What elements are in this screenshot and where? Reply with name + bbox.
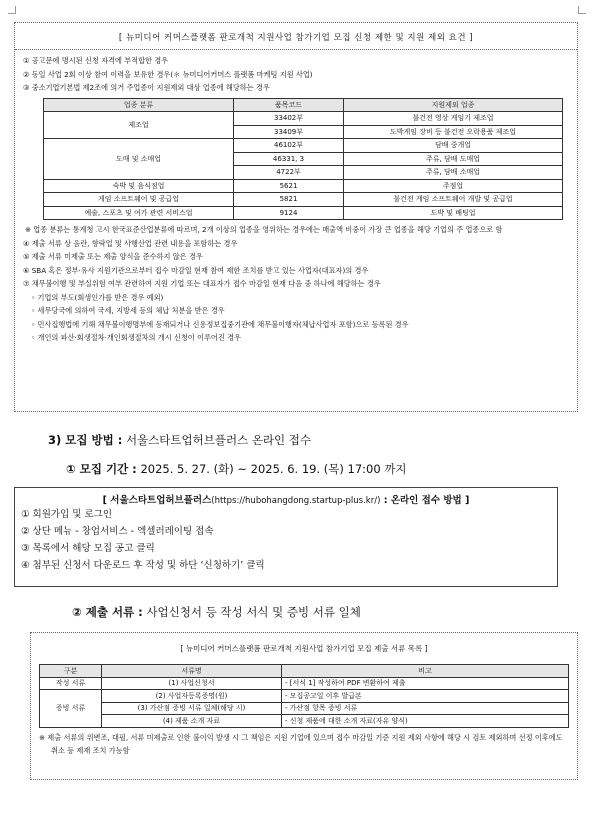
table-header: 구분	[40, 665, 102, 678]
method-title-right: : 온라인 접수 방법 ]	[383, 495, 470, 506]
table-cell: 작성 서류	[40, 677, 102, 690]
corner-mark	[578, 6, 586, 14]
table-row	[40, 702, 569, 715]
table-cell: 도박게임 장비 등 불건전 오락용품 제조업	[344, 125, 563, 139]
documents-table	[39, 664, 569, 728]
restriction-line: ② 동일 사업 2회 이상 참여 이력을 보유한 경우(＊ 뉴미디어커머스 플랫폼 마케팅 지원 사업)	[23, 69, 313, 79]
documents-note: ※ 제출 서류의 위변조, 대필, 서류 미제출로 인한 불이익 발생 시 그 책임은 지원 기업에 있으며 접수 마감일 기준 지원 제외 사항에 해당 시 검토 제외하며 선정 이후에도 취소 등 제재 조치 가능함	[39, 732, 563, 755]
restriction-box	[14, 22, 578, 412]
documents-line	[72, 604, 361, 620]
restriction-line: ④ 제출 서류 상 음란, 향락업 및 사행산업 관련 내용을 포함하는 경우	[23, 238, 238, 248]
table-header: 비고	[282, 665, 569, 678]
documents-label: ② 제출 서류 :	[72, 605, 143, 619]
table-cell: 불건전 게임 소프트웨어 개발 및 공급업	[344, 193, 563, 207]
table-cell: 불건전 영상 게임기 제조업	[344, 112, 563, 126]
method-step: ② 상단 메뉴 - 창업서비스 - 엑셀러레이팅 접속	[21, 526, 214, 537]
table-cell: 5821	[234, 193, 344, 207]
table-header: 지원제외 업종	[344, 98, 563, 112]
restriction-line: ⑦ 채무불이행 및 부실위험 여부 관련하여 지원 기업 또는 대표자가 접수 마감일 현재 다음 중 하나에 해당하는 경우	[23, 279, 381, 288]
table-row	[40, 690, 569, 703]
restriction-title: [ 뉴미디어 커머스플랫폼 판로개척 지원사업 참가기업 모집 신청 제한 및 지원 제외 요건 ]	[15, 31, 577, 50]
restriction-line: ③ 중소기업기본법 제2조에 의거 주업종이 지원제외 대상 업종에 해당하는 경우	[23, 83, 270, 92]
method-step: ③ 목록에서 해당 모집 공고 클릭	[21, 543, 155, 554]
table-row	[44, 206, 563, 220]
restriction-line: ⑤ 제출 서류 미제출 또는 제출 양식을 준수하지 않은 경우	[23, 252, 203, 261]
table-row	[44, 193, 563, 207]
period-line	[66, 461, 407, 477]
restriction-line: ⑥ SBA 혹은 정부·유사 지원기관으로부터 접수 마감일 현재 참여 제한 조치를 받고 있는 사업자(대표자)의 경우	[23, 265, 369, 275]
table-cell: 증빙 서류	[40, 690, 102, 728]
sub-line: ◦ 기업의 부도(회생인가를 받은 경우 예외)	[31, 292, 164, 302]
table-cell: 도박 및 배팅업	[344, 206, 563, 220]
corner-mark	[8, 6, 16, 14]
method-title-left: [ 서울스타트업허브플러스	[102, 495, 212, 506]
table-cell: - 모집공고일 이후 발급본	[282, 690, 569, 703]
table-cell: (3) 가산점 증빙 서류 일체(해당 시)	[102, 702, 282, 715]
method-step: ④ 첨부된 신청서 다운로드 후 작성 및 하단 ‘신청하기’ 클릭	[21, 560, 265, 571]
table-cell: 46102부	[234, 139, 344, 153]
table-cell: 도매 및 소매업	[44, 139, 234, 180]
table-header: 서류명	[102, 665, 282, 678]
sub-line: ◦ 세무당국에 의하여 국세, 지방세 등의 체납 처분을 받은 경우	[31, 306, 225, 315]
table-cell: 4722부	[234, 166, 344, 180]
table-row	[40, 715, 569, 728]
table-cell: 담배 중개업	[344, 139, 563, 153]
excluded-industry-table	[43, 98, 563, 221]
table-cell: - 가산점 항목 증빙 서류	[282, 702, 569, 715]
table-cell: 33402부	[234, 112, 344, 126]
sub-line: ◦ 개인의 파산·회생절차·개인회생절차의 개시 신청이 이루어진 경우	[31, 333, 241, 342]
documents-value: 사업신청서 등 작성 서식 및 증빙 서류 일체	[146, 605, 361, 619]
table-row	[44, 179, 563, 193]
table-row	[44, 112, 563, 126]
table-cell: (2) 사업자등록증명(원)	[102, 690, 282, 703]
table-header: 업종 분류	[44, 98, 234, 112]
site-url: (https://hubohangdong.startup-plus.kr/)	[211, 496, 381, 506]
table-cell: 주류, 담배 도매업	[344, 152, 563, 166]
table-cell: 제조업	[44, 112, 234, 139]
method-title	[15, 492, 557, 506]
table-cell: 숙박 및 음식점업	[44, 179, 234, 193]
table-cell: (4) 제품 소개 자료	[102, 715, 282, 728]
restriction-line: ① 공고문에 명시된 신청 자격에 부적합한 경우	[23, 56, 169, 65]
table-cell: - 신청 제품에 대한 소개 자료(자유 양식)	[282, 715, 569, 728]
table-cell: - [서식 1] 작성하여 PDF 변환하여 제출	[282, 677, 569, 690]
table-cell: 주점업	[344, 179, 563, 193]
table-row	[40, 677, 569, 690]
section-heading	[48, 432, 311, 448]
table-row	[44, 139, 563, 153]
application-method-box	[14, 487, 558, 587]
documents-box	[30, 632, 578, 780]
table-cell: 예술, 스포츠 및 여가 관련 서비스업	[44, 206, 234, 220]
documents-title: [ 뉴미디어 커머스플랫폼 판로개척 지원사업 참가기업 모집 제출 서류 목록 ]	[180, 644, 428, 653]
table-cell: 46331, 3	[234, 152, 344, 166]
period-value: 2025. 5. 27. (화) ~ 2025. 6. 19. (목) 17:00 까지	[140, 462, 407, 476]
table-cell: 33409부	[234, 125, 344, 139]
table-cell: (1) 사업신청서	[102, 677, 282, 690]
table-cell: 게임 소프트웨어 및 공급업	[44, 193, 234, 207]
table-cell: 5621	[234, 179, 344, 193]
period-label: ① 모집 기간 :	[66, 462, 137, 476]
section-heading-label: 3) 모집 방법 :	[48, 433, 123, 447]
industry-note: ※ 업종 분류는 통계청 고시 한국표준산업분류에 따르며, 2개 이상의 업종을 영위하는 경우에는 매출액 비중이 가장 큰 업종을 해당 기업의 주 업종으로 함	[25, 225, 503, 234]
method-step: ① 회원가입 및 로그인	[21, 509, 112, 520]
table-cell: 주류, 담배 소매업	[344, 166, 563, 180]
sub-line: ◦ 민사집행법에 기해 채무불이행명부에 등재되거나 신용정보집중기관에 채무불이행자(체납사업자 포함)으로 등록된 경우	[31, 319, 409, 329]
section-heading-value: 서울스타트업허브플러스 온라인 접수	[125, 433, 312, 447]
table-header: 품목코드	[234, 98, 344, 112]
table-cell: 9124	[234, 206, 344, 220]
